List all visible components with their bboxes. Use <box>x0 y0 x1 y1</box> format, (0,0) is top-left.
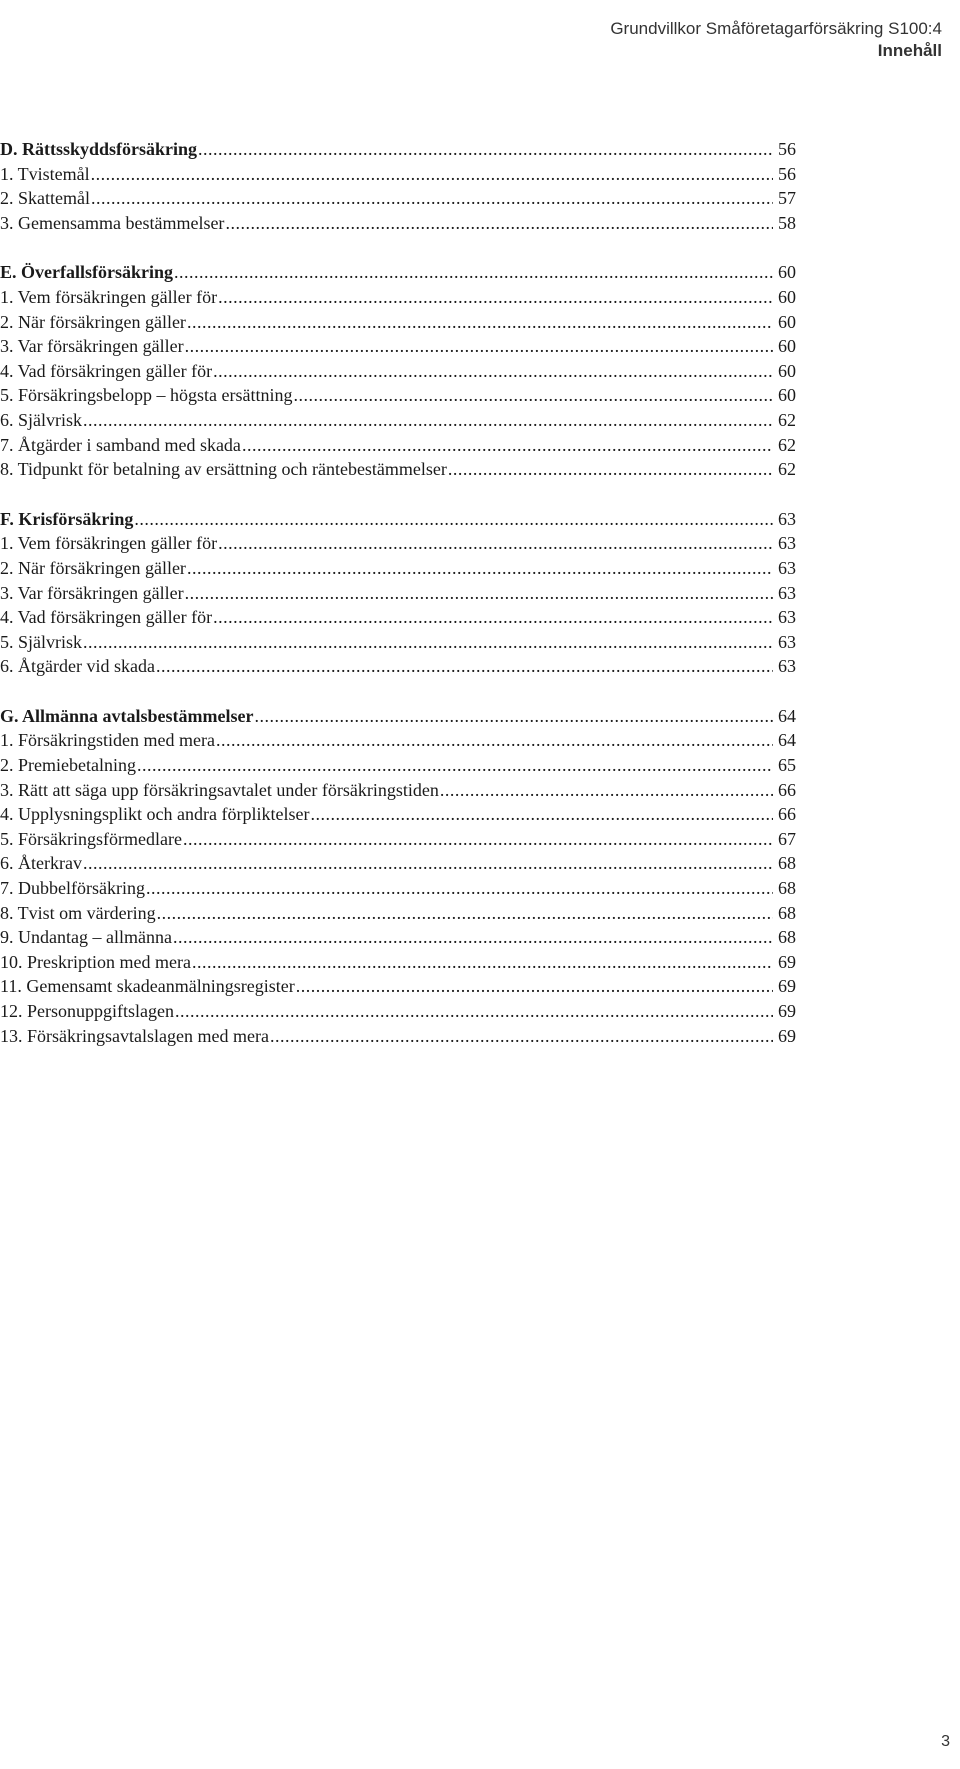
section-title: Innehåll <box>877 41 942 60</box>
dot-leader <box>213 605 773 630</box>
toc-entry-label: 4. Vad försäkringen gäller för <box>0 360 213 381</box>
dot-leader <box>448 457 773 482</box>
toc-entry-label: 6. Självrisk <box>0 409 83 430</box>
document-header <box>610 18 942 62</box>
toc-entry-page: 67 <box>778 828 796 849</box>
toc-entry-page: 64 <box>778 705 796 726</box>
toc-entry-label: 3. Var försäkringen gäller <box>0 582 184 603</box>
dot-leader <box>213 359 773 384</box>
toc-entry-label: 1. Vem försäkringen gäller för <box>0 533 218 554</box>
dot-leader <box>175 999 773 1024</box>
toc-entry-page: 69 <box>778 951 796 972</box>
page-number: 3 <box>941 1733 950 1750</box>
toc-entry-page: 68 <box>778 853 796 874</box>
toc-entry-label: 4. Upplysningsplikt och andra förpliktelser <box>0 804 310 825</box>
toc-section-heading <box>0 704 796 729</box>
toc-entry-page: 57 <box>778 188 796 209</box>
toc-entry-label: 12. Personuppgiftslagen <box>0 1001 174 1021</box>
toc-entry <box>0 457 796 482</box>
toc-entry-label: 2. Premiebetalning <box>0 755 136 776</box>
toc-section <box>0 260 796 481</box>
dot-leader <box>137 753 773 778</box>
toc-entry-label: G. Allmänna avtalsbestämmelser <box>0 705 254 726</box>
dot-leader <box>187 556 773 581</box>
toc-entry-page: 60 <box>778 385 796 406</box>
toc-entry <box>0 778 796 803</box>
toc-entry-label: D. Rättsskyddsförsäkring <box>0 139 198 159</box>
toc-entry <box>0 925 796 950</box>
toc-entry <box>0 383 796 408</box>
dot-leader <box>255 704 774 729</box>
toc-entry-page: 62 <box>778 409 796 430</box>
dot-leader <box>183 827 773 852</box>
toc-entry-label: 5. Självrisk <box>0 631 83 652</box>
toc-entry <box>0 876 796 901</box>
dot-leader <box>198 137 773 162</box>
toc-entry-label: 5. Försäkringsförmedlare <box>0 828 182 849</box>
toc-section <box>0 137 796 235</box>
dot-leader <box>185 334 773 359</box>
toc-entry <box>0 605 796 630</box>
dot-leader <box>185 581 773 606</box>
toc-entry-label: 6. Åtgärder vid skada <box>0 656 155 677</box>
toc-section <box>0 704 796 1048</box>
toc-entry <box>0 531 796 556</box>
toc-entry-label: 7. Dubbelförsäkring <box>0 878 145 899</box>
dot-leader <box>91 162 773 187</box>
toc-entry <box>0 581 796 606</box>
dot-leader <box>173 925 773 950</box>
toc-entry <box>0 186 796 211</box>
toc-entry <box>0 630 796 655</box>
toc-entry-page: 63 <box>778 508 796 529</box>
dot-leader <box>192 950 773 975</box>
toc-entry-label: 1. Vem försäkringen gäller för <box>0 286 218 307</box>
toc-entry-page: 60 <box>778 360 796 381</box>
toc-entry-page: 62 <box>778 434 796 455</box>
toc-entry-label: F. Krisförsäkring <box>0 508 134 529</box>
dot-leader <box>218 285 773 310</box>
toc-entry-label: 2. När försäkringen gäller <box>0 311 186 332</box>
toc-entry <box>0 211 796 236</box>
toc-entry-label: 6. Återkrav <box>0 853 82 874</box>
toc-entry <box>0 654 796 679</box>
toc-section <box>0 507 796 679</box>
toc-entry-label: 13. Försäkringsavtalslagen med mera <box>0 1025 269 1046</box>
dot-leader <box>83 408 773 433</box>
toc-entry-label: 1. Tvistemål <box>0 163 90 184</box>
dot-leader <box>216 728 773 753</box>
toc-entry-label: 3. Var försäkringen gäller <box>0 336 184 357</box>
toc-entry-page: 66 <box>778 804 796 825</box>
dot-leader <box>440 778 773 803</box>
toc-entry <box>0 162 796 187</box>
dot-leader <box>83 851 773 876</box>
toc-entry-page: 56 <box>778 139 796 159</box>
toc-entry-page: 60 <box>778 262 796 283</box>
toc-entry <box>0 556 796 581</box>
toc-entry <box>0 310 796 335</box>
toc-entry-page: 63 <box>778 607 796 628</box>
toc-entry-page: 69 <box>778 1025 796 1046</box>
dot-leader <box>91 186 773 211</box>
dot-leader <box>225 211 773 236</box>
toc-section-heading <box>0 137 796 162</box>
toc-entry-label: 2. Skattemål <box>0 188 90 209</box>
toc-entry-page: 64 <box>778 730 796 751</box>
toc-entry-label: 10. Preskription med mera <box>0 951 191 972</box>
dot-leader <box>156 654 773 679</box>
toc-entry-page: 63 <box>778 533 796 554</box>
toc-entry <box>0 408 796 433</box>
dot-leader <box>310 802 773 827</box>
toc-entry-page: 60 <box>778 336 796 357</box>
toc-entry-page: 63 <box>778 631 796 652</box>
toc-entry-page: 60 <box>778 286 796 307</box>
document-title: Grundvillkor Småföretagarförsäkring S100:4 <box>610 19 942 38</box>
toc-entry-label: 2. När försäkringen gäller <box>0 557 186 578</box>
toc-entry <box>0 359 796 384</box>
table-of-contents <box>0 137 796 1073</box>
toc-entry-page: 68 <box>778 927 796 948</box>
dot-leader <box>270 1024 773 1049</box>
toc-entry <box>0 285 796 310</box>
toc-entry <box>0 851 796 876</box>
toc-entry-page: 63 <box>778 582 796 603</box>
toc-entry-page: 56 <box>778 163 796 184</box>
toc-entry <box>0 974 796 999</box>
toc-entry-label: 3. Rätt att säga upp försäkringsavtalet under försäkringstiden <box>0 779 439 800</box>
toc-entry <box>0 827 796 852</box>
toc-entry-page: 65 <box>778 755 796 776</box>
toc-entry <box>0 1024 796 1049</box>
dot-leader <box>157 901 773 926</box>
toc-entry-label: 8. Tvist om värdering <box>0 902 156 923</box>
toc-entry <box>0 802 796 827</box>
toc-entry-label: 7. Åtgärder i samband med skada <box>0 434 241 455</box>
toc-entry-page: 63 <box>778 557 796 578</box>
dot-leader <box>218 531 773 556</box>
toc-entry <box>0 433 796 458</box>
toc-section-heading <box>0 260 796 285</box>
toc-entry <box>0 334 796 359</box>
dot-leader <box>296 974 773 999</box>
dot-leader <box>293 383 773 408</box>
toc-entry-page: 60 <box>778 311 796 332</box>
toc-entry-page: 69 <box>778 1001 796 1021</box>
dot-leader <box>174 260 773 285</box>
toc-entry-label: 1. Försäkringstiden med mera <box>0 730 215 751</box>
toc-entry-page: 68 <box>778 902 796 923</box>
toc-entry-label: 3. Gemensamma bestämmelser <box>0 212 225 233</box>
toc-entry-page: 63 <box>778 656 796 677</box>
toc-entry-page: 62 <box>778 459 796 480</box>
toc-entry <box>0 999 796 1024</box>
dot-leader <box>187 310 773 335</box>
dot-leader <box>134 507 773 532</box>
toc-entry <box>0 728 796 753</box>
toc-entry-page: 66 <box>778 779 796 800</box>
toc-entry <box>0 950 796 975</box>
toc-entry-label: E. Överfallsförsäkring <box>0 262 173 283</box>
toc-entry-page: 69 <box>778 976 796 997</box>
toc-entry <box>0 901 796 926</box>
toc-section-heading <box>0 507 796 532</box>
dot-leader <box>146 876 773 901</box>
toc-entry-page: 68 <box>778 878 796 899</box>
toc-entry-label: 9. Undantag – allmänna <box>0 927 172 948</box>
toc-entry-label: 11. Gemensamt skadeanmälningsregister <box>0 976 295 997</box>
dot-leader <box>83 630 773 655</box>
toc-entry-page: 58 <box>778 212 796 233</box>
toc-entry-label: 4. Vad försäkringen gäller för <box>0 607 213 628</box>
toc-entry <box>0 753 796 778</box>
dot-leader <box>242 433 773 458</box>
toc-entry-label: 5. Försäkringsbelopp – högsta ersättning <box>0 385 293 406</box>
toc-entry-label: 8. Tidpunkt för betalning av ersättning och räntebestämmelser <box>0 459 447 480</box>
